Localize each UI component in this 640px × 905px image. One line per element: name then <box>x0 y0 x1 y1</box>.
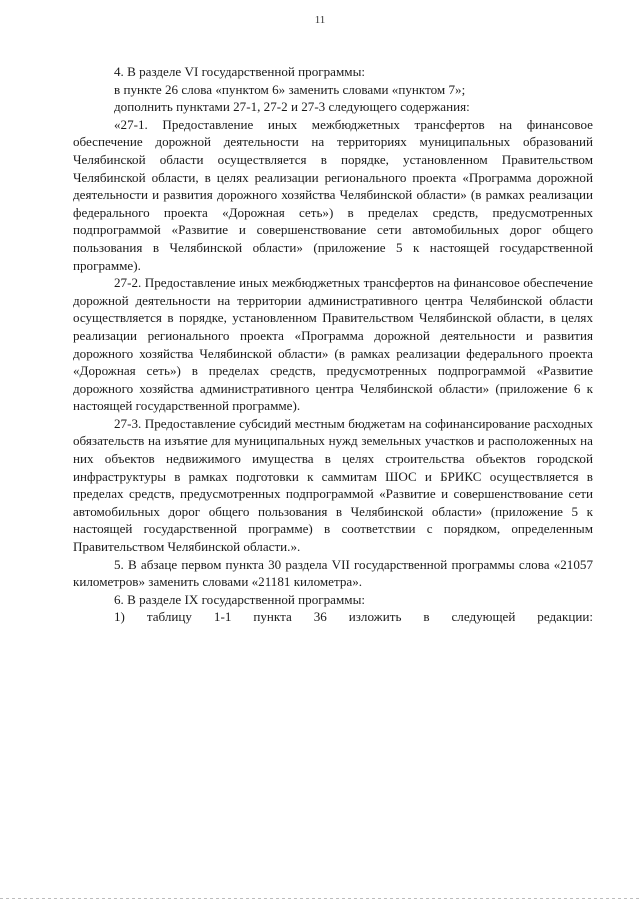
document-body <box>73 63 593 626</box>
paragraph-point-27-3: 27-3. Предоставление субсидий местным бюджетам на софинансирование расходных обязательств на изъятие для муниципальных нужд земельных участков и расположенных на них объектов недвижимого имущества в целях строительства объектов городской инфраструктуры в рамках подготовки к саммитам ШОС и БРИКС осуществляется в пределах средств, предусмотренных подпрограммой «Развитие и совершенствование сети автомобильных дорог общего пользования в Челябинской области» (приложение 5 к настоящей государственной программе) в соответствии с порядком, определенным Правительством Челябинской области.». <box>73 415 593 555</box>
paragraph-point-27-1: «27-1. Предоставление иных межбюджетных трансфертов на финансовое обеспечение дорожной деятельности на территориях муниципальных образований Челябинской области осуществляется в порядке, установленном Правительством Челябинской области, в целях реализации регионального проекта «Программа дорожной деятельности и развития дорожного хозяйства Челябинской области» (в рамках реализации федерального проекта «Дорожная сеть») в пределах средств, предусмотренных подпрограммой «Развитие и совершенствование сети автомобильных дорог общего пользования в Челябинской области» (приложение 5 к настоящей государственной программе). <box>73 116 593 273</box>
paragraph-table-1-1: 1) таблицу 1-1 пункта 36 изложить в следующей редакции: <box>114 609 593 625</box>
paragraph-point-27-2: 27-2. Предоставление иных межбюджетных трансфертов на финансовое обеспечение дорожной деятельности на территории административного центра Челябинской области осуществляется в порядке, установленном Правительством Челябинской области, в целях реализации регионального проекта «Программа дорожной деятельности и развития дорожного хозяйства Челябинской области» (в рамках реализации федерального проекта «Дорожная сеть») в пределах средств, предусмотренных подпрограммой «Развитие дорожного хозяйства административного центра Челябинской области» (приложение 6 к настоящей государственной программе). <box>73 275 593 414</box>
scan-bottom-edge <box>0 898 640 899</box>
paragraph-item-6: 6. В разделе IX государственной программы: <box>114 591 366 607</box>
paragraph-item-5: 5. В абзаце первом пункта 30 раздела VII государственной программы слова «21057 километров» заменить словами «21181 километра». <box>73 556 593 590</box>
page-number: 11 <box>314 14 326 26</box>
paragraph-point-26-change: в пункте 26 слова «пунктом 6» заменить словами «пунктом 7»; <box>114 81 466 97</box>
paragraph-add-points-intro: дополнить пунктами 27-1, 27-2 и 27-3 следующего содержания: <box>114 99 470 115</box>
paragraph-section-6-heading: 4. В разделе VI государственной программы: <box>114 64 366 79</box>
